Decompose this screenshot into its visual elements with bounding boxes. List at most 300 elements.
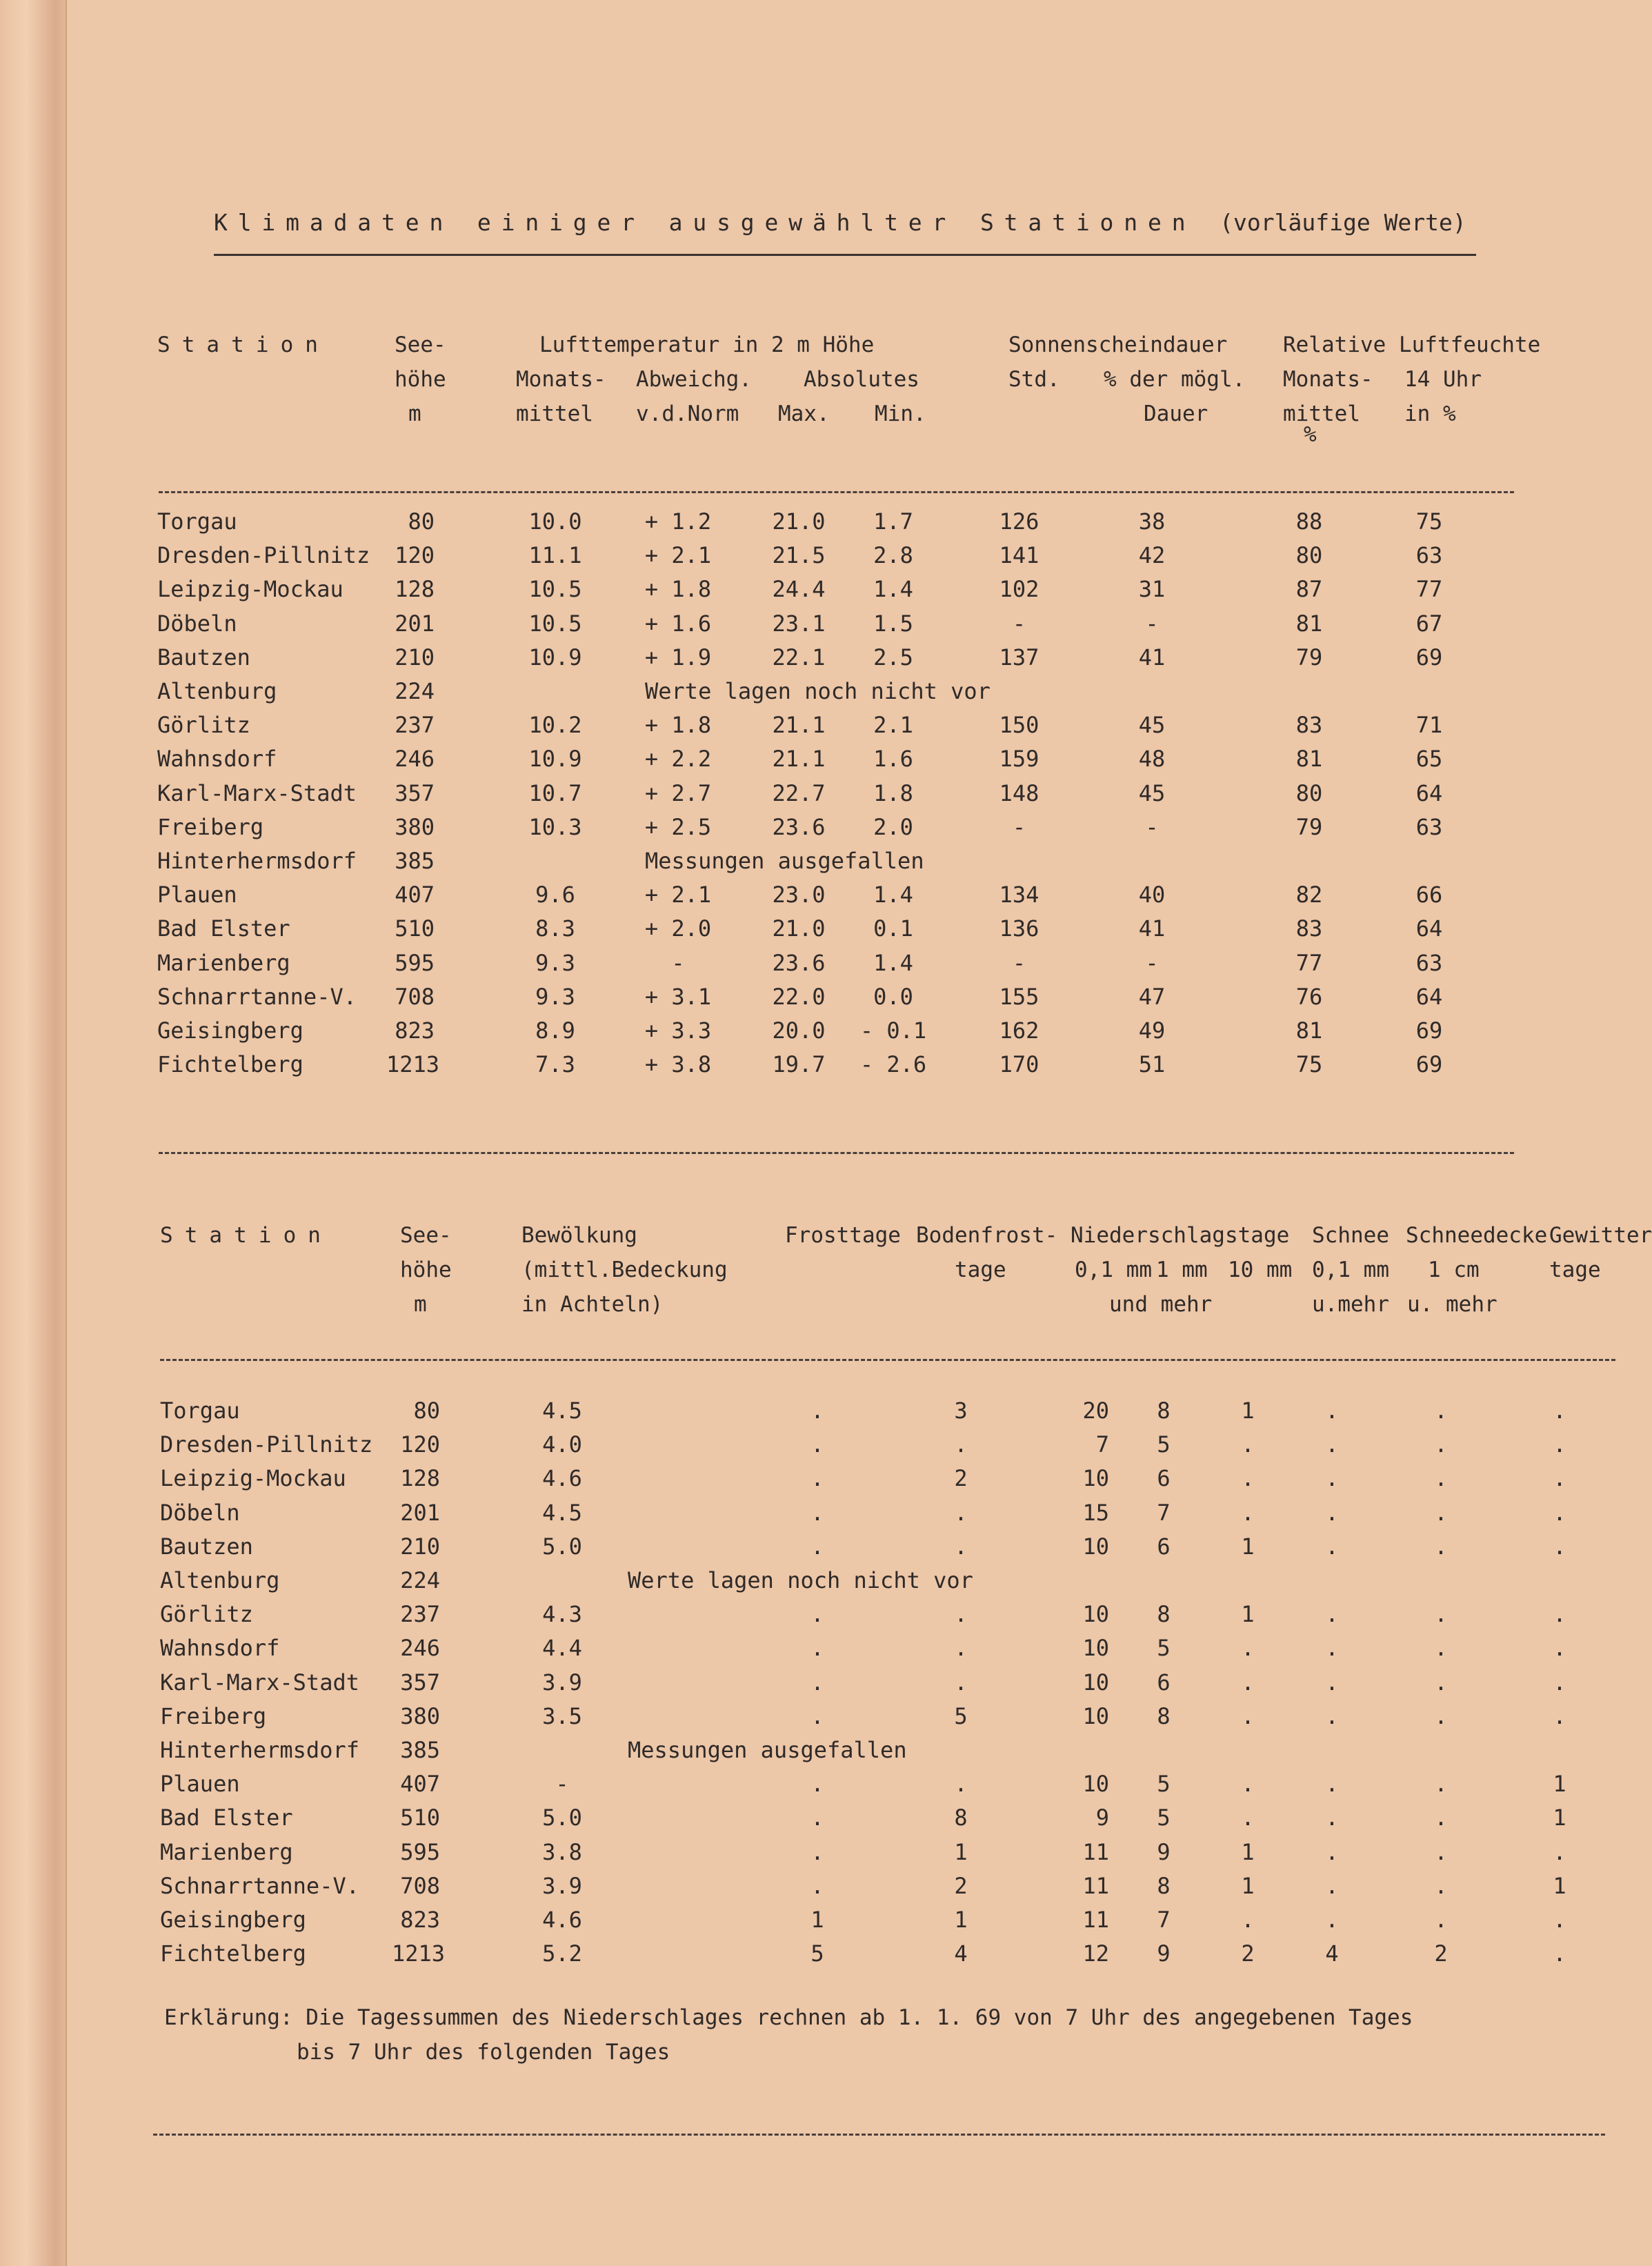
t2-cell-ns1: 5 — [1157, 1431, 1171, 1458]
t1-cell-mittel: 9.6 — [535, 882, 575, 908]
t1-cell-hoehe: 1213 — [386, 1051, 440, 1078]
t1-cell-hoehe: 237 — [395, 712, 435, 739]
t2-header-divider — [160, 1359, 1615, 1361]
t1-cell-mittel: 10.9 — [528, 746, 582, 773]
t1-cell-abw: + 2.1 — [644, 542, 712, 569]
t1-header-seehoehe-3: m — [408, 401, 421, 426]
t2-cell-decke: . — [1434, 1907, 1448, 1933]
t2-cell-ns10: 1 — [1241, 1601, 1255, 1628]
t1-cell-std: - — [1012, 813, 1026, 840]
t1-cell-abw: + 2.2 — [644, 746, 712, 773]
t1-cell-abw: + 1.2 — [644, 508, 712, 535]
t2-cell-station: Döbeln — [160, 1499, 240, 1526]
t2-cell-frost: . — [810, 1702, 824, 1729]
t1-header-sonnenschein: Sonnenscheindauer — [1008, 332, 1228, 357]
t1-cell-abw: + 2.1 — [644, 882, 712, 908]
t2-cell-schnee: . — [1325, 1805, 1339, 1831]
t1-cell-max: 23.1 — [772, 610, 826, 637]
t1-cell-std: - — [1012, 610, 1026, 637]
t1-cell-min: 1.4 — [873, 949, 913, 976]
t2-cell-bew: 3.5 — [542, 1702, 582, 1729]
t2-cell-ns1: 9 — [1157, 1940, 1171, 1967]
t1-cell-station: Altenburg — [157, 678, 277, 704]
t1-cell-std: 141 — [999, 542, 1039, 569]
paper-fold-edge — [0, 0, 67, 2266]
t1-cell-hoehe: 510 — [395, 915, 435, 942]
t2-cell-bew: 4.5 — [542, 1398, 582, 1424]
t1-cell-min: 1.7 — [873, 508, 913, 535]
t1-cell-std: 102 — [999, 576, 1039, 603]
t2-cell-station: Karl-Marx-Stadt — [160, 1669, 359, 1696]
t2-header-gewitter-1: Gewitter — [1549, 1223, 1652, 1248]
t1-cell-max: 23.0 — [772, 882, 826, 908]
t1-cell-proz: 31 — [1138, 576, 1166, 603]
t2-cell-ns10: . — [1241, 1431, 1255, 1458]
t2-cell-gew: . — [1553, 1940, 1566, 1967]
t2-cell-ns10: 1 — [1241, 1533, 1255, 1560]
t1-header-rel-mittel-2: mittel — [1283, 401, 1360, 426]
t2-cell-ns10: 1 — [1241, 1398, 1255, 1424]
t2-header-ns-1: 1 mm — [1156, 1258, 1208, 1282]
t2-cell-schnee: . — [1325, 1771, 1339, 1798]
t2-cell-gew: . — [1553, 1838, 1566, 1865]
t1-header-rel-14-1: 14 Uhr — [1404, 367, 1482, 392]
t1-cell-mittel: 10.5 — [528, 576, 582, 603]
t1-cell-note: Werte lagen noch nicht vor — [645, 678, 991, 704]
t2-cell-bew: 3.9 — [542, 1872, 582, 1899]
t1-cell-mittel: 7.3 — [535, 1051, 575, 1078]
t2-cell-boden: . — [954, 1533, 968, 1560]
t2-cell-boden: . — [954, 1601, 968, 1628]
section-divider — [159, 1152, 1514, 1154]
t1-cell-hoehe: 708 — [395, 983, 435, 1010]
t1-cell-hoehe: 407 — [395, 882, 435, 908]
t2-cell-ns01: 10 — [1082, 1669, 1109, 1696]
t2-cell-station: Marienberg — [160, 1838, 293, 1865]
t2-cell-station: Bautzen — [160, 1533, 253, 1560]
t1-cell-mittel: 9.3 — [535, 983, 575, 1010]
t2-cell-decke: . — [1434, 1669, 1448, 1696]
t2-cell-ns1: 7 — [1157, 1907, 1171, 1933]
t1-cell-hoehe: 201 — [395, 610, 435, 637]
footnote-line1: Erklärung: Die Tagessummen des Niederschlages rechnen ab 1. 1. 69 von 7 Uhr des angegebenen Tages — [164, 2005, 1413, 2030]
t1-cell-std: 134 — [999, 882, 1039, 908]
t2-header-schneedecke-1: Schneedecke — [1406, 1223, 1548, 1248]
t2-cell-hoehe: 1213 — [392, 1940, 446, 1967]
t1-cell-abw: - — [671, 949, 685, 976]
t2-cell-boden: . — [954, 1635, 968, 1662]
t2-cell-decke: . — [1434, 1398, 1448, 1424]
t1-cell-note: Messungen ausgefallen — [645, 848, 924, 874]
t1-cell-station: Wahnsdorf — [157, 746, 277, 773]
t2-cell-decke: . — [1434, 1465, 1448, 1492]
t2-cell-ns1: 9 — [1157, 1838, 1171, 1865]
t2-cell-ns10: 2 — [1241, 1940, 1255, 1967]
t2-header-bewoelkung-2: (mittl.Bedeckung — [521, 1258, 728, 1282]
t2-header-station: Station — [160, 1223, 332, 1248]
t2-cell-station: Schnarrtanne-V. — [160, 1872, 359, 1899]
t1-cell-mittel: 10.3 — [528, 813, 582, 840]
t2-cell-frost: . — [810, 1635, 824, 1662]
t2-header-schneedecke-2: 1 cm — [1428, 1258, 1480, 1282]
t1-header-std: Std. — [1008, 367, 1060, 392]
t1-cell-station: Schnarrtanne-V. — [157, 983, 357, 1010]
t1-cell-station: Bautzen — [157, 644, 250, 670]
t2-cell-ns1: 8 — [1157, 1872, 1171, 1899]
t1-cell-max: 22.0 — [772, 983, 826, 1010]
t1-cell-rel-mittel: 81 — [1295, 1017, 1323, 1044]
t2-cell-ns10: . — [1241, 1669, 1255, 1696]
t2-cell-gew: . — [1553, 1398, 1566, 1424]
t2-cell-hoehe: 246 — [400, 1635, 440, 1662]
t2-cell-frost: 5 — [810, 1940, 824, 1967]
t1-cell-max: 21.0 — [772, 915, 826, 942]
t1-cell-rel-14: 64 — [1415, 915, 1443, 942]
t2-cell-decke: . — [1434, 1702, 1448, 1729]
t1-cell-station: Görlitz — [157, 712, 250, 739]
t2-header-ns-01: 0,1 mm — [1075, 1258, 1152, 1282]
t2-cell-schnee: . — [1325, 1838, 1339, 1865]
t2-cell-station: Plauen — [160, 1771, 240, 1798]
t1-cell-abw: + 2.7 — [644, 779, 712, 806]
t2-cell-ns01: 9 — [1095, 1805, 1109, 1831]
t2-cell-decke: . — [1434, 1533, 1448, 1560]
t1-cell-abw: + 1.8 — [644, 712, 712, 739]
t1-cell-proz: 42 — [1138, 542, 1166, 569]
t2-header-seehoehe-1: See- — [400, 1223, 452, 1248]
t2-cell-station: Wahnsdorf — [160, 1635, 280, 1662]
t1-cell-hoehe: 246 — [395, 746, 435, 773]
t2-cell-boden: . — [954, 1431, 968, 1458]
t1-cell-rel-mittel: 79 — [1295, 813, 1323, 840]
t2-cell-ns10: . — [1241, 1771, 1255, 1798]
t1-cell-max: 22.7 — [772, 779, 826, 806]
t1-cell-station: Freiberg — [157, 813, 264, 840]
t1-cell-min: 0.1 — [873, 915, 913, 942]
t2-cell-decke: . — [1434, 1838, 1448, 1865]
t1-cell-min: 2.5 — [873, 644, 913, 670]
t2-cell-schnee: 4 — [1325, 1940, 1339, 1967]
t2-cell-frost: . — [810, 1872, 824, 1899]
t2-cell-boden: . — [954, 1669, 968, 1696]
t2-cell-ns1: 5 — [1157, 1805, 1171, 1831]
t1-cell-min: 1.4 — [873, 576, 913, 603]
t1-cell-rel-mittel: 80 — [1295, 542, 1323, 569]
t1-header-prozent-1: % der mögl. — [1104, 367, 1246, 392]
t1-header-lufttemp: Lufttemperatur in 2 m Höhe — [539, 332, 875, 357]
t2-cell-schnee: . — [1325, 1669, 1339, 1696]
t2-cell-bew: 3.9 — [542, 1669, 582, 1696]
t2-header-ns-10: 10 mm — [1228, 1258, 1293, 1282]
t1-cell-abw: + 1.6 — [644, 610, 712, 637]
t2-cell-boden: 1 — [954, 1838, 968, 1865]
t1-header-monatsmittel-1: Monats- — [516, 367, 606, 392]
t2-cell-hoehe: 385 — [400, 1737, 440, 1763]
t1-header-seehoehe-2: höhe — [395, 367, 446, 392]
t2-cell-station: Torgau — [160, 1398, 240, 1424]
t2-cell-ns01: 15 — [1082, 1499, 1109, 1526]
t1-cell-max: 23.6 — [772, 813, 826, 840]
t1-header-monatsmittel-2: mittel — [516, 401, 593, 426]
t2-cell-decke: 2 — [1434, 1940, 1448, 1967]
t1-cell-station: Dresden-Pillnitz — [157, 542, 370, 569]
t1-cell-proz: 40 — [1138, 882, 1166, 908]
t1-header-max: Max. — [778, 401, 830, 426]
t2-cell-gew: 1 — [1553, 1805, 1566, 1831]
t1-cell-max: 19.7 — [772, 1051, 826, 1078]
t2-cell-frost: . — [810, 1601, 824, 1628]
t1-cell-rel-mittel: 76 — [1295, 983, 1323, 1010]
t2-cell-decke: . — [1434, 1499, 1448, 1526]
t1-cell-rel-14: 75 — [1415, 508, 1443, 535]
t2-cell-hoehe: 407 — [400, 1771, 440, 1798]
t1-cell-mittel: 11.1 — [528, 542, 582, 569]
t2-cell-hoehe: 224 — [400, 1567, 440, 1593]
t1-cell-rel-14: 63 — [1415, 949, 1443, 976]
t1-cell-proz: 47 — [1138, 983, 1166, 1010]
t2-cell-station: Leipzig-Mockau — [160, 1465, 346, 1492]
t1-header-prozent-2: Dauer — [1144, 401, 1208, 426]
t2-cell-boden: 4 — [954, 1940, 968, 1967]
t2-cell-bew: 5.2 — [542, 1940, 582, 1967]
t1-cell-hoehe: 385 — [395, 848, 435, 874]
t2-cell-schnee: . — [1325, 1907, 1339, 1933]
t2-cell-bew: 4.5 — [542, 1499, 582, 1526]
t2-cell-gew: . — [1553, 1702, 1566, 1729]
t2-header-seehoehe-3: m — [414, 1292, 427, 1317]
t2-cell-boden: 3 — [954, 1398, 968, 1424]
t2-cell-boden: . — [954, 1771, 968, 1798]
t2-cell-ns01: 10 — [1082, 1465, 1109, 1492]
t1-header-station: Station — [157, 332, 330, 357]
t2-cell-boden: 8 — [954, 1805, 968, 1831]
t1-cell-min: 1.6 — [873, 746, 913, 773]
t1-cell-min: - 2.6 — [859, 1051, 927, 1078]
t1-cell-proz: 45 — [1138, 712, 1166, 739]
t2-cell-bew: 4.6 — [542, 1465, 582, 1492]
t2-cell-hoehe: 380 — [400, 1702, 440, 1729]
t1-cell-proz: 38 — [1138, 508, 1166, 535]
t2-cell-hoehe: 708 — [400, 1872, 440, 1899]
t2-cell-station: Geisingberg — [160, 1907, 306, 1933]
t1-cell-abw: + 3.3 — [644, 1017, 712, 1044]
t2-cell-decke: . — [1434, 1601, 1448, 1628]
t1-cell-proz: 51 — [1138, 1051, 1166, 1078]
t1-cell-rel-mittel: 77 — [1295, 949, 1323, 976]
t1-cell-rel-14: 69 — [1415, 1017, 1443, 1044]
title-underline — [214, 254, 1476, 256]
t2-header-schnee-1: Schnee — [1312, 1223, 1389, 1248]
t2-cell-hoehe: 595 — [400, 1838, 440, 1865]
t2-cell-gew: 1 — [1553, 1771, 1566, 1798]
t2-cell-bew: 4.0 — [542, 1431, 582, 1458]
t1-cell-max: 22.1 — [772, 644, 826, 670]
t2-cell-schnee: . — [1325, 1465, 1339, 1492]
t1-cell-max: 24.4 — [772, 576, 826, 603]
t1-cell-max: 23.6 — [772, 949, 826, 976]
t1-cell-station: Hinterhermsdorf — [157, 848, 357, 874]
t1-cell-station: Bad Elster — [157, 915, 290, 942]
t2-header-frosttage: Frosttage — [785, 1223, 901, 1248]
t1-cell-rel-mittel: 83 — [1295, 915, 1323, 942]
t1-cell-rel-14: 65 — [1415, 746, 1443, 773]
t1-cell-rel-14: 67 — [1415, 610, 1443, 637]
t1-cell-abw: + 1.8 — [644, 576, 712, 603]
t1-header-relative: Relative Luftfeuchte — [1283, 332, 1541, 357]
t2-cell-gew: . — [1553, 1601, 1566, 1628]
t1-cell-abw: + 1.9 — [644, 644, 712, 670]
t2-cell-hoehe: 510 — [400, 1805, 440, 1831]
t2-cell-gew: . — [1553, 1533, 1566, 1560]
t2-cell-hoehe: 357 — [400, 1669, 440, 1696]
t1-cell-hoehe: 224 — [395, 678, 435, 704]
t2-cell-hoehe: 823 — [400, 1907, 440, 1933]
t1-cell-abw: + 2.0 — [644, 915, 712, 942]
t1-cell-rel-14: 69 — [1415, 644, 1443, 670]
t1-cell-rel-mittel: 87 — [1295, 576, 1323, 603]
t2-cell-hoehe: 210 — [400, 1533, 440, 1560]
t2-cell-boden: 1 — [954, 1907, 968, 1933]
t2-cell-decke: . — [1434, 1872, 1448, 1899]
t1-header-absolutes: Absolutes — [804, 367, 919, 392]
t1-cell-hoehe: 120 — [395, 542, 435, 569]
t1-cell-std: 170 — [999, 1051, 1039, 1078]
t1-cell-mittel: 10.0 — [528, 508, 582, 535]
t2-cell-decke: . — [1434, 1431, 1448, 1458]
t2-cell-schnee: . — [1325, 1872, 1339, 1899]
t2-cell-decke: . — [1434, 1805, 1448, 1831]
t2-cell-boden: 2 — [954, 1465, 968, 1492]
t2-cell-frost: . — [810, 1533, 824, 1560]
t1-cell-rel-14: 77 — [1415, 576, 1443, 603]
t2-cell-station: Dresden-Pillnitz — [160, 1431, 373, 1458]
t2-cell-ns01: 10 — [1082, 1533, 1109, 1560]
t2-cell-ns1: 8 — [1157, 1398, 1171, 1424]
page-title: Klimadaten einiger ausgewählter Stationen (vorläufige Werte) — [214, 209, 1466, 236]
t2-cell-boden: . — [954, 1499, 968, 1526]
t2-cell-ns01: 11 — [1082, 1838, 1109, 1865]
t1-cell-station: Torgau — [157, 508, 237, 535]
t1-cell-std: 162 — [999, 1017, 1039, 1044]
t1-header-abweichung-1: Abweichg. — [636, 367, 752, 392]
t1-cell-hoehe: 80 — [408, 508, 435, 535]
t2-cell-boden: 2 — [954, 1872, 968, 1899]
t2-cell-gew: . — [1553, 1907, 1566, 1933]
t1-cell-std: 150 — [999, 712, 1039, 739]
t2-cell-schnee: . — [1325, 1431, 1339, 1458]
t2-cell-ns01: 10 — [1082, 1601, 1109, 1628]
t1-cell-hoehe: 357 — [395, 779, 435, 806]
t1-cell-rel-14: 63 — [1415, 542, 1443, 569]
t2-header-gewitter-2: tage — [1549, 1258, 1601, 1282]
t2-header-seehoehe-2: höhe — [400, 1258, 452, 1282]
t2-cell-ns10: . — [1241, 1635, 1255, 1662]
t2-cell-schnee: . — [1325, 1702, 1339, 1729]
t1-cell-rel-mittel: 79 — [1295, 644, 1323, 670]
t1-cell-hoehe: 128 — [395, 576, 435, 603]
t1-header-rel-14-2: in % — [1404, 401, 1456, 426]
t2-cell-gew: . — [1553, 1635, 1566, 1662]
t1-cell-max: 21.1 — [772, 746, 826, 773]
t2-cell-frost: . — [810, 1805, 824, 1831]
t2-header-bewoelkung-3: in Achteln) — [521, 1292, 664, 1317]
t1-header-seehoehe-1: See- — [395, 332, 446, 357]
t2-header-bewoelkung-1: Bewölkung — [521, 1223, 637, 1248]
t1-cell-max: 21.1 — [772, 712, 826, 739]
t2-cell-frost: 1 — [810, 1907, 824, 1933]
t2-cell-decke: . — [1434, 1635, 1448, 1662]
t2-cell-schnee: . — [1325, 1635, 1339, 1662]
t2-cell-station: Freiberg — [160, 1702, 267, 1729]
t1-cell-mittel: 8.9 — [535, 1017, 575, 1044]
t1-cell-mittel: 10.2 — [528, 712, 582, 739]
t1-cell-min: - 0.1 — [859, 1017, 927, 1044]
t1-cell-proz: - — [1145, 949, 1159, 976]
bottom-divider — [153, 2134, 1605, 2136]
t2-cell-ns10: . — [1241, 1907, 1255, 1933]
t1-cell-min: 0.0 — [873, 983, 913, 1010]
t2-cell-schnee: . — [1325, 1499, 1339, 1526]
t2-cell-schnee: . — [1325, 1601, 1339, 1628]
t1-cell-abw: + 2.5 — [644, 813, 712, 840]
t2-cell-bew: - — [555, 1771, 569, 1798]
t2-cell-ns01: 7 — [1095, 1431, 1109, 1458]
t1-cell-mittel: 8.3 — [535, 915, 575, 942]
t1-cell-proz: - — [1145, 610, 1159, 637]
t2-cell-gew: . — [1553, 1465, 1566, 1492]
t1-cell-hoehe: 210 — [395, 644, 435, 670]
t1-cell-std: 137 — [999, 644, 1039, 670]
t1-header-divider — [159, 491, 1514, 493]
t1-cell-std: 136 — [999, 915, 1039, 942]
t2-cell-gew: . — [1553, 1431, 1566, 1458]
t2-header-bodenfrost-1: Bodenfrost- — [916, 1223, 1058, 1248]
t1-cell-mittel: 9.3 — [535, 949, 575, 976]
t1-cell-proz: 41 — [1138, 915, 1166, 942]
t2-cell-bew: 5.0 — [542, 1805, 582, 1831]
t1-cell-mittel: 10.5 — [528, 610, 582, 637]
t1-cell-proz: 45 — [1138, 779, 1166, 806]
t2-cell-ns01: 12 — [1082, 1940, 1109, 1967]
t1-cell-rel-14: 64 — [1415, 779, 1443, 806]
t2-cell-ns10: . — [1241, 1805, 1255, 1831]
t1-cell-rel-mittel: 88 — [1295, 508, 1323, 535]
t1-cell-rel-mittel: 81 — [1295, 610, 1323, 637]
t1-cell-min: 2.1 — [873, 712, 913, 739]
t2-cell-station: Görlitz — [160, 1601, 253, 1628]
t2-header-schnee-2: 0,1 mm — [1312, 1258, 1389, 1282]
t1-cell-min: 2.8 — [873, 542, 913, 569]
t1-cell-abw: + 3.8 — [644, 1051, 712, 1078]
t2-cell-ns10: . — [1241, 1499, 1255, 1526]
t1-cell-rel-14: 69 — [1415, 1051, 1443, 1078]
t2-cell-ns01: 20 — [1082, 1398, 1109, 1424]
t1-cell-hoehe: 595 — [395, 949, 435, 976]
t1-cell-mittel: 10.7 — [528, 779, 582, 806]
t1-cell-hoehe: 380 — [395, 813, 435, 840]
t2-cell-note: Messungen ausgefallen — [628, 1737, 907, 1763]
t2-cell-hoehe: 80 — [413, 1398, 440, 1424]
t1-cell-proz: 41 — [1138, 644, 1166, 670]
t2-cell-hoehe: 128 — [400, 1465, 440, 1492]
t1-cell-rel-mittel: 81 — [1295, 746, 1323, 773]
t1-cell-min: 1.4 — [873, 882, 913, 908]
t1-cell-min: 1.8 — [873, 779, 913, 806]
t1-header-min: Min. — [875, 401, 926, 426]
t2-cell-bew: 5.0 — [542, 1533, 582, 1560]
t2-cell-bew: 4.4 — [542, 1635, 582, 1662]
t2-cell-gew: . — [1553, 1499, 1566, 1526]
